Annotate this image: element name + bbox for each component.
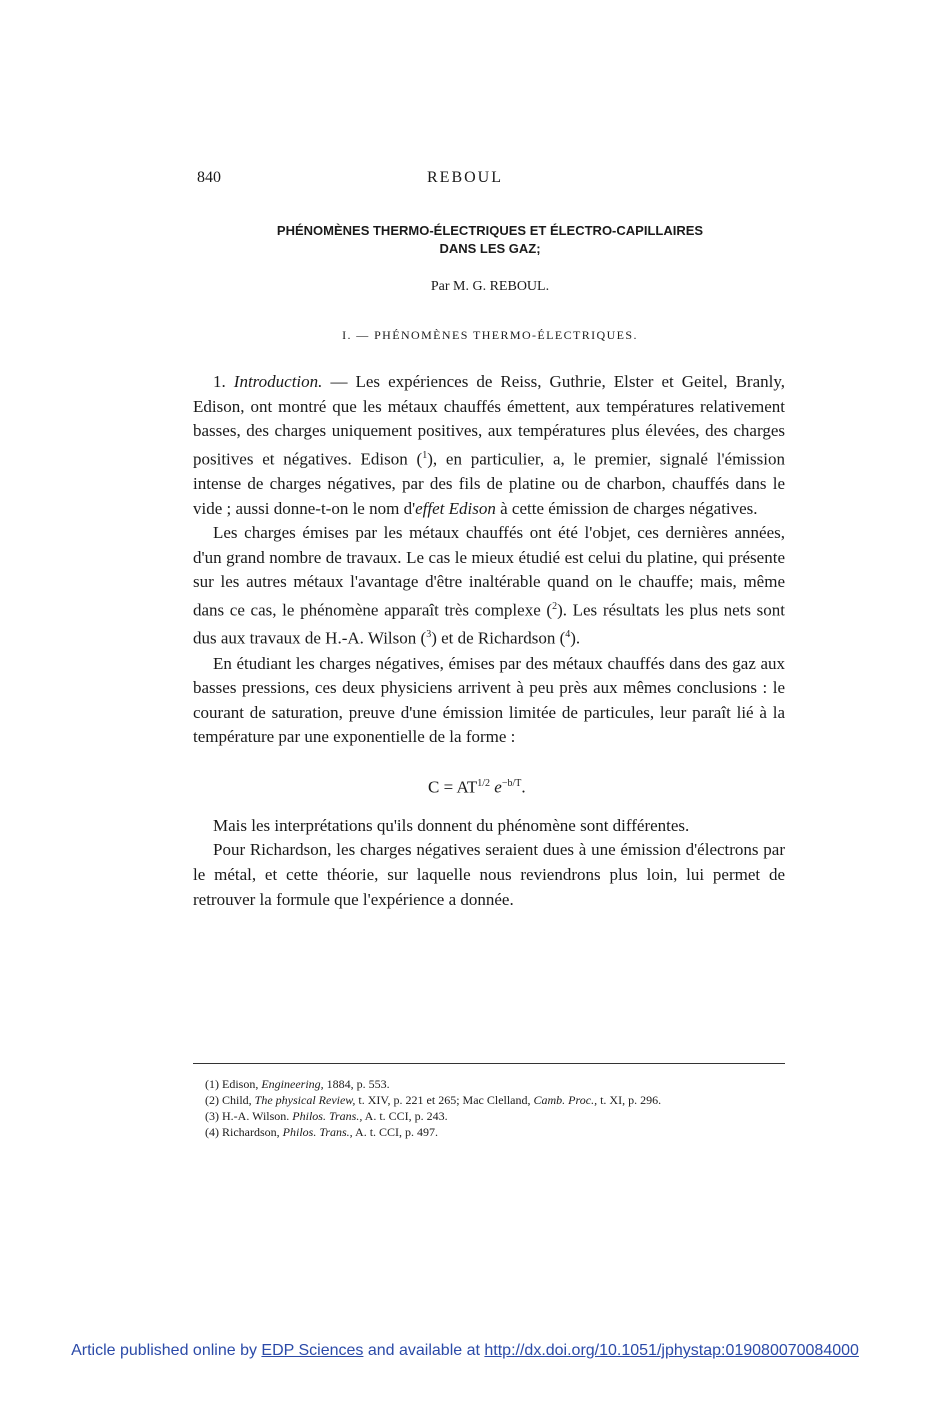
footnote-work: The physical Review, — [254, 1093, 356, 1107]
footnote-ref-2: 2 — [552, 601, 558, 612]
footnote-work: Engineering, — [261, 1077, 324, 1091]
footnote-mark: (2) — [205, 1093, 219, 1107]
footnote-mark: (1) — [205, 1077, 219, 1091]
paragraph-2 — [193, 521, 785, 651]
equation-end: . — [521, 777, 526, 797]
footnote-rest: A. t. CCI, p. 497. — [352, 1125, 439, 1139]
footnote-work: Camb. Proc., — [533, 1093, 598, 1107]
footnote-mark: (4) — [205, 1125, 219, 1139]
section-heading: I. — PHÉNOMÈNES THERMO-ÉLECTRIQUES. — [342, 328, 638, 342]
text-run: ) et de Richardson ( — [431, 628, 566, 648]
italic-term: effet Edison — [415, 498, 496, 518]
footnote-rest: t. XIV, p. 221 et 265; Mac Clelland, — [355, 1093, 531, 1107]
paragraph-4: Mais les interprétations qu'ils donnent du phénomène sont différentes. — [213, 815, 690, 835]
footnote-ref-1: 1 — [422, 449, 428, 461]
title-line-2: DANS LES GAZ; — [439, 241, 541, 256]
footnote-4 — [193, 1124, 785, 1140]
equation-exponent: −b/T — [501, 777, 522, 789]
page-number: 840 — [197, 169, 221, 186]
publisher-link[interactable]: EDP Sciences — [261, 1342, 364, 1359]
equation-exponent: 1/2 — [477, 777, 491, 789]
title-line-1: PHÉNOMÈNES THERMO-ÉLECTRIQUES ET ÉLECTRO-CAPILLAIRES — [276, 223, 704, 238]
footnote-mark: (3) — [205, 1109, 219, 1123]
footnote-author: Edison, — [222, 1077, 259, 1091]
footnote-3 — [193, 1108, 785, 1124]
footnote-author: Child, — [222, 1093, 252, 1107]
paragraph-label: Introduction. — [233, 372, 323, 391]
footnote-2 — [193, 1092, 785, 1108]
body-text — [193, 370, 785, 912]
text-run: ). Les résultats les plus nets sont dus aux travaux de H.-A. Wilson ( — [193, 600, 786, 648]
equation — [193, 760, 785, 808]
footnote-ref-4: 4 — [565, 629, 571, 641]
equation-lhs: C = AT — [428, 777, 478, 797]
paragraph-introduction — [193, 370, 785, 521]
footnote-rest: A. t. CCI, p. 243. — [362, 1109, 448, 1123]
running-head: REBOUL — [427, 169, 503, 186]
text-run: — Les expériences de Reiss, Guthrie, Elster et Geitel, Branly, Edison, ont montré que les métaux chauffés émettent, aux températures relativement basses, des charges uniquement positives, aux températures plus élevées, des charges positives et négatives. Edison ( — [193, 372, 786, 469]
footnotes — [193, 1076, 785, 1140]
footer-text: Article published online by — [71, 1342, 262, 1359]
paragraph-number: 1. — [213, 372, 226, 391]
text-run: ). — [570, 628, 581, 648]
paragraph-5: Pour Richardson, les charges négatives seraient dues à une émission d'électrons par le métal, et cette théorie, sur laquelle nous reviendrons plus loin, lui permet de retrouver la formule que l'expérience a donnée. — [193, 840, 785, 909]
footnote-rest: 1884, p. 553. — [323, 1077, 390, 1091]
byline: Par M. G. REBOUL. — [430, 279, 550, 294]
footnote-divider — [193, 1063, 785, 1064]
footnote-rest: t. XI, p. 296. — [597, 1093, 662, 1107]
footnote-author: H.-A. Wilson. — [222, 1109, 290, 1123]
doi-link[interactable]: http://dx.doi.org/10.1051/jphystap:019080070084000 — [484, 1342, 859, 1359]
text-run: à cette émission de charges négatives. — [495, 498, 758, 518]
text-run: ), en particulier, a, le premier, signalé l'émission intense de charges négatives, par des fils de platine ou de charbon, chauffés dans le vide ; aussi donne-t-on le nom d' — [193, 449, 785, 518]
paragraph-3: En étudiant les charges négatives, émises par des métaux chauffés dans des gaz aux basses pressions, ces deux physiciens arrivent à peu près aux mêmes conclusions : le courant de saturation, preuve d'une émission limitée de particules, leur paraît lié à la température par une exponentielle de la forme : — [193, 653, 785, 747]
equation-e: e — [494, 777, 502, 797]
footnote-author: Richardson, — [222, 1125, 280, 1139]
footnote-1 — [193, 1076, 785, 1092]
footnote-work: Philos. Trans., — [282, 1125, 353, 1139]
text-run: Les charges émises par les métaux chauffés ont été l'objet, ces dernières années, d'un grand nombre de travaux. Le cas le mieux étudié est celui du platine, qui présente sur les autres métaux l'avantage d'être inaltérable quand on le chauffe; mais, même dans ce cas, le phénomène apparaît très complexe ( — [193, 523, 785, 620]
footnote-work: Philos. Trans., — [292, 1109, 363, 1123]
article-title — [190, 222, 790, 258]
footer-text: and available at — [363, 1342, 485, 1359]
footnote-ref-3: 3 — [426, 629, 432, 641]
publication-footer — [0, 1342, 930, 1360]
equation-content — [428, 772, 526, 800]
